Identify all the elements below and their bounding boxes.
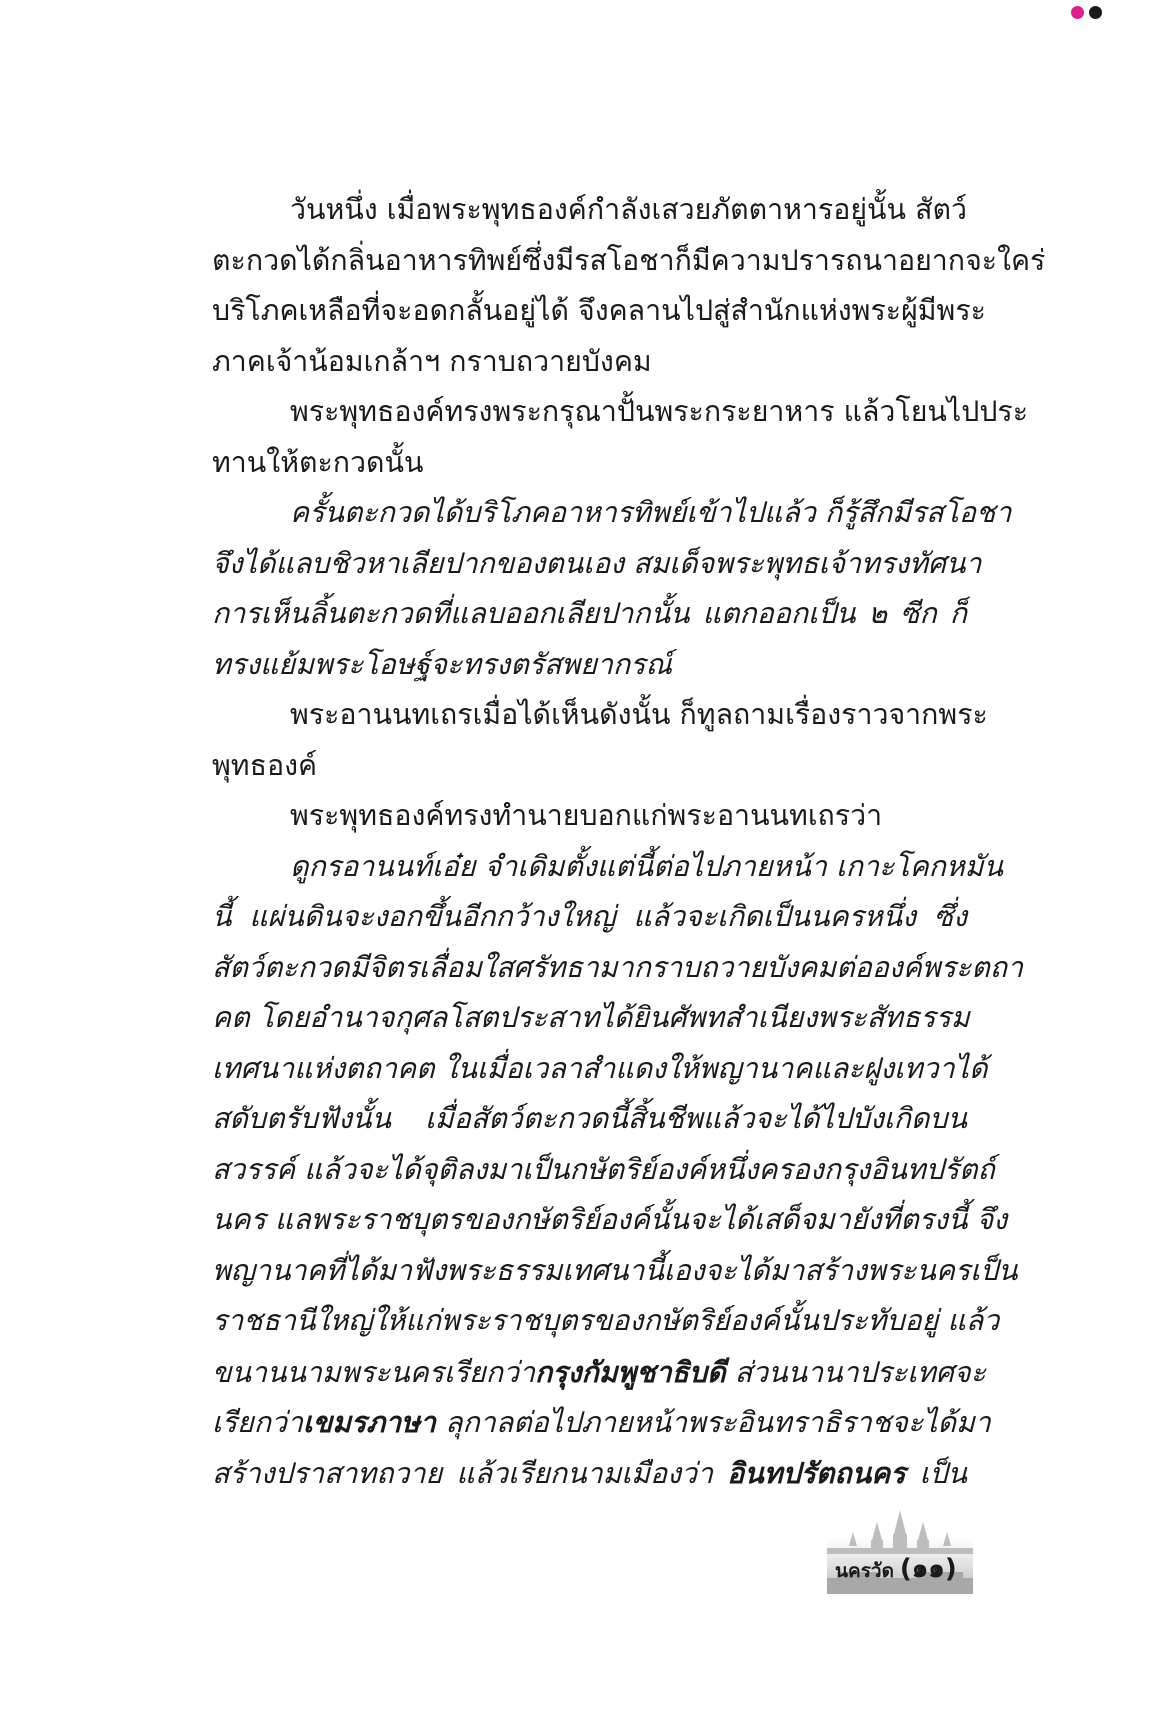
corner-dots — [1071, 6, 1102, 19]
text-line: พระอานนทเถรเมื่อได้เห็นดังนั้น ก็ทูลถามเรื่องราวจากพระ — [290, 698, 988, 731]
text-line: ทานให้ตะกวดนั้น — [212, 445, 424, 479]
text-line: นคร แลพระราชบุตรของกษัตริย์องค์นั้นจะได้เสด็จมายังที่ตรงนี้ จึง — [212, 1203, 1008, 1236]
black-dot-icon — [1089, 6, 1102, 19]
text-line: พระพุทธองค์ทรงพระกรุณาปั้นพระกระยาหาร แล้วโยนไปประ — [290, 395, 1029, 428]
text-line: พญานาคที่ได้มาฟังพระธรรมเทศนานี้เองจะได้มาสร้างพระนครเป็น — [212, 1253, 1018, 1287]
text-line: เทศนาแห่งตถาคต ในเมื่อเวลาสำแดงให้พญานาคและฝูงเทวาได้ — [212, 1051, 988, 1085]
text-line: ตะกวดได้กลิ่นอาหารทิพย์ซึ่งมีรสโอชาก็มีความปรารถนาอยากจะใคร่ — [212, 243, 1046, 277]
text-line: ขนานนามพระนครเรียกว่ากรุงกัมพูชาธิบดี ส่วนนานาประเทศจะ — [212, 1354, 986, 1389]
book-title: นครวัด — [835, 1560, 894, 1582]
text-line: ราชธานีใหญ่ให้แก่พระราชบุตรของกษัตริย์องค์นั้นประทับอยู่ แล้ว — [212, 1304, 1000, 1337]
text-line: การเห็นลิ้นตะกวดที่แลบออกเลียปากนั้น แตกออกเป็น ๒ ซีก ก็ — [212, 597, 967, 630]
text-line: ภาคเจ้าน้อมเกล้าฯ กราบถวายบังคม — [212, 344, 652, 378]
text-line: จึงได้แลบชิวหาเลียปากของตนเอง สมเด็จพระพุทธเจ้าทรงทัศนา — [212, 546, 982, 580]
text-line: วันหนึ่ง เมื่อพระพุทธองค์กำลังเสวยภัตตาหารอยู่นั้น สัตว์ — [290, 193, 967, 226]
text-line: พุทธองค์ — [212, 748, 318, 782]
text-line: นี้ แผ่นดินจะงอกขึ้นอีกกว้างใหญ่ แล้วจะเกิดเป็นนครหนึ่ง ซึ่ง — [212, 900, 967, 933]
text-line: ครั้นตะกวดได้บริโภคอาหารทิพย์เข้าไปแล้ว ก็รู้สึกมีรสโอชา — [290, 496, 1012, 529]
text-line: สร้างปราสาทถวาย แล้วเรียกนามเมืองว่า อินทปรัตถนคร เป็น — [212, 1455, 967, 1490]
text-line: สวรรค์ แล้วจะได้จุติลงมาเป็นกษัตริย์องค์หนึ่งครองกรุงอินทปรัตถ์ — [212, 1152, 995, 1186]
page-number-badge — [827, 1508, 973, 1594]
text-line: พระพุทธองค์ทรงทำนายบอกแก่พระอานนทเถรว่า — [290, 799, 883, 832]
text-line: บริโภคเหลือที่จะอดกลั้นอยู่ได้ จึงคลานไปสู่สำนักแห่งพระผู้มีพระ — [212, 294, 986, 327]
footer-label — [835, 1548, 957, 1589]
text-line: สัตว์ตะกวดมีจิตรเลื่อมใสศรัทธามากราบถวายบังคมต่อองค์พระตถา — [212, 950, 1023, 984]
pink-dot-icon — [1071, 6, 1084, 19]
text-line: สดับตรับฟังนั้น เมื่อสัตว์ตะกวดนี้สิ้นชีพแล้วจะได้ไปบังเกิดบน — [212, 1102, 967, 1135]
body-text — [212, 185, 1046, 1498]
text-line: ทรงแย้มพระโอษฐ์จะทรงตรัสพยากรณ์ — [212, 647, 672, 681]
page-number: (๑๑) — [899, 1554, 957, 1584]
text-line: เรียกว่าเขมรภาษา ลุกาลต่อไปภายหน้าพระอินทราธิราชจะได้มา — [212, 1405, 991, 1439]
text-line: คต โดยอำนาจกุศลโสตประสาทได้ยินศัพทสำเนียงพระสัทธรรม — [212, 1001, 970, 1034]
text-line: ดูกรอานนท์เอ๋ย จำเดิมตั้งแต่นี้ต่อไปภายหน้า เกาะโคกหมัน — [290, 849, 1003, 883]
